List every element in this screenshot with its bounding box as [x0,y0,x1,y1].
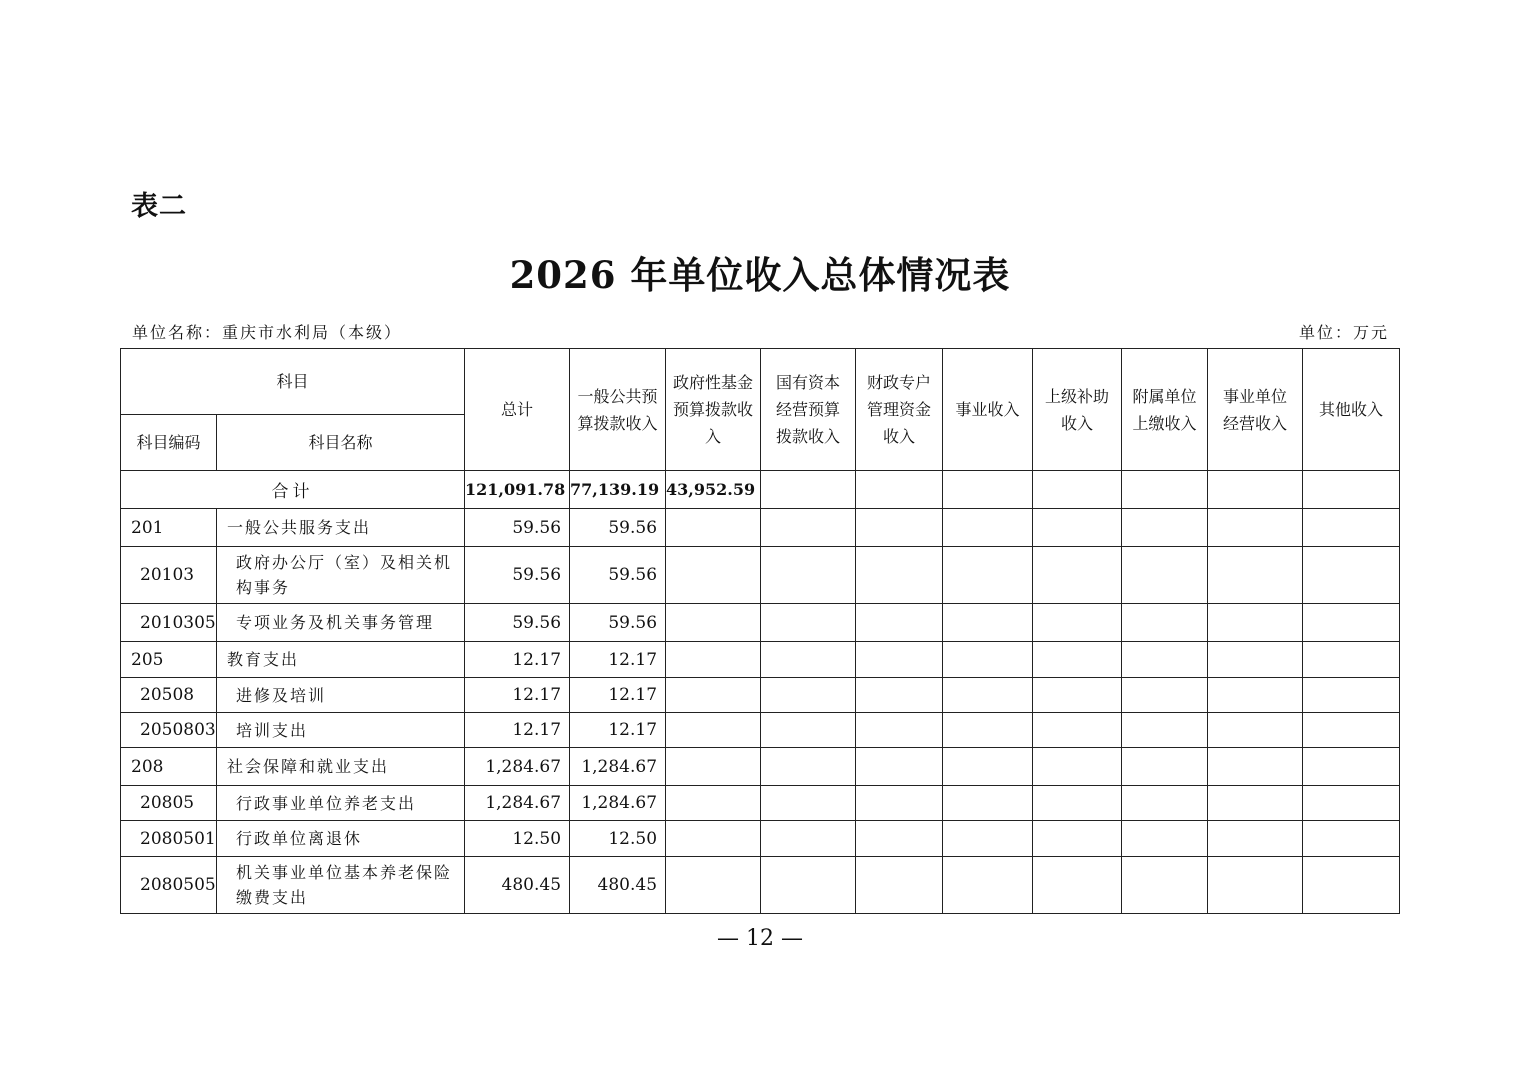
total-row [121,471,1400,509]
header-subject: 科目 [121,349,465,415]
table-label: 表二 [131,191,187,222]
row-general-budget: 12.50 [570,821,666,857]
table-row [121,678,1400,713]
header-gov-fund: 政府性基金预算拨款收入 [666,349,761,471]
row-name: 社会保障和就业支出 [217,748,465,786]
unit-label: 单位：万元 [1298,323,1389,342]
row-general-budget: 59.56 [570,509,666,547]
total-label: 合计 [121,471,465,509]
header-subject-name: 科目名称 [217,415,465,471]
row-code: 20103 [121,547,217,604]
table-row [121,786,1400,821]
page-number: — 12 — [717,926,803,951]
row-total: 1,284.67 [465,786,570,821]
row-general-budget: 12.17 [570,642,666,678]
total-general-budget: 77,139.19 [570,471,666,509]
row-total: 59.56 [465,509,570,547]
row-name: 政府办公厅（室）及相关机构事务 [217,547,465,604]
row-code: 208 [121,748,217,786]
row-total: 1,284.67 [465,748,570,786]
row-code: 2080501 [121,821,217,857]
row-general-budget: 12.17 [570,678,666,713]
row-name: 进修及培训 [217,678,465,713]
row-general-budget: 480.45 [570,857,666,914]
header-total: 总计 [465,349,570,471]
row-code: 2010305 [121,604,217,642]
row-total: 480.45 [465,857,570,914]
row-name: 教育支出 [217,642,465,678]
table-row [121,821,1400,857]
header-business-income: 事业收入 [943,349,1033,471]
row-general-budget: 59.56 [570,547,666,604]
header-affiliated-payment: 附属单位上缴收入 [1122,349,1208,471]
table-row [121,857,1400,914]
table-row [121,604,1400,642]
header-other-income: 其他收入 [1303,349,1400,471]
row-name: 机关事业单位基本养老保险缴费支出 [217,857,465,914]
table-row [121,642,1400,678]
table-row [121,509,1400,547]
header-general-budget: 一般公共预算拨款收入 [570,349,666,471]
header-state-capital: 国有资本经营预算拨款收入 [761,349,856,471]
header-operating-income: 事业单位经营收入 [1208,349,1303,471]
row-name: 专项业务及机关事务管理 [217,604,465,642]
row-code: 20508 [121,678,217,713]
row-general-budget: 59.56 [570,604,666,642]
table-row [121,713,1400,748]
row-total: 12.17 [465,642,570,678]
table-row [121,748,1400,786]
row-general-budget: 12.17 [570,713,666,748]
total-gov-fund: 43,952.59 [666,471,761,509]
header-superior-subsidy: 上级补助收入 [1033,349,1122,471]
row-code: 2050803 [121,713,217,748]
total-total: 121,091.78 [465,471,570,509]
row-general-budget: 1,284.67 [570,786,666,821]
row-total: 59.56 [465,604,570,642]
unit-name: 单位名称：重庆市水利局（本级） [132,323,403,342]
row-code: 20805 [121,786,217,821]
row-code: 2080505 [121,857,217,914]
row-total: 12.17 [465,678,570,713]
row-code: 201 [121,509,217,547]
header-fiscal-account: 财政专户管理资金收入 [856,349,943,471]
header-subject-code: 科目编码 [121,415,217,471]
row-total: 12.17 [465,713,570,748]
row-total: 12.50 [465,821,570,857]
row-total: 59.56 [465,547,570,604]
row-name: 培训支出 [217,713,465,748]
row-name: 行政事业单位养老支出 [217,786,465,821]
table-row [121,547,1400,604]
income-table [120,348,1400,914]
page-title: 2026 年单位收入总体情况表 [509,253,1011,297]
row-code: 205 [121,642,217,678]
row-name: 一般公共服务支出 [217,509,465,547]
row-general-budget: 1,284.67 [570,748,666,786]
row-name: 行政单位离退休 [217,821,465,857]
